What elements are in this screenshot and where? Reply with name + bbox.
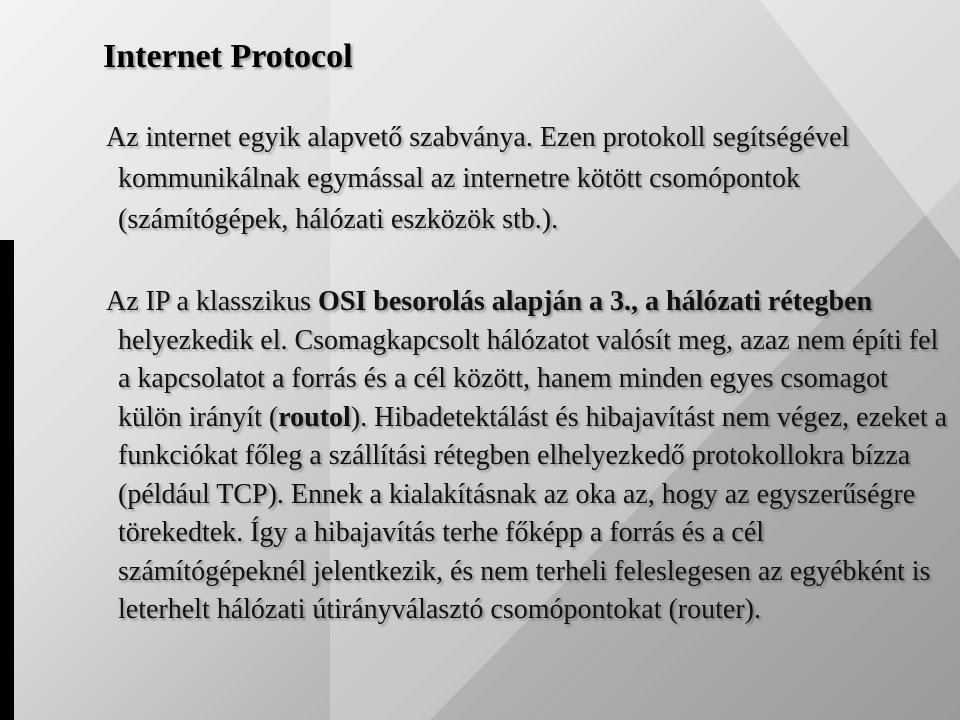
- slide-title: Internet Protocol: [103, 38, 353, 75]
- bold-segment-osi: OSI besorolás alapján a 3., a hálózati rétegben: [318, 286, 873, 317]
- left-accent-bar: [0, 240, 14, 720]
- paragraph-definition: Az internet egyik alapvető szabványa. Ezen protokoll segítségével kommunikálnak egymással az internetre kötött csomópontok (számítógépek, hálózati eszközök stb.).: [106, 122, 850, 235]
- text-segment: Az IP a klasszikus: [106, 286, 319, 317]
- bold-segment-routol: routol: [278, 401, 351, 433]
- text-segment: helyezkedik el. Csomagkapcsolt hálózatot valósít meg, azaz nem építi fel a kapcsolatot a forrás és a cél között, hanem minden egyes csomagot külön irányít (: [118, 324, 939, 433]
- paragraph-details: [106, 283, 948, 630]
- text-segment: ). Hibadetektálást és hibajavítást nem végez, ezeket a funkciókat főleg a szállítási rétegben elhelyezkedő protokollokra bízza (például TCP). Ennek a kialakításnak az oka az, hogy az egyszerűségre törekedtek. Így a hibajavítás terhe főképp a forrás és a cél számítógépeknél jelentkezik, és nem terheli feleslegesen az egyébként is leterhelt hálózati útirányválasztó csomópontokat (router).: [118, 401, 948, 625]
